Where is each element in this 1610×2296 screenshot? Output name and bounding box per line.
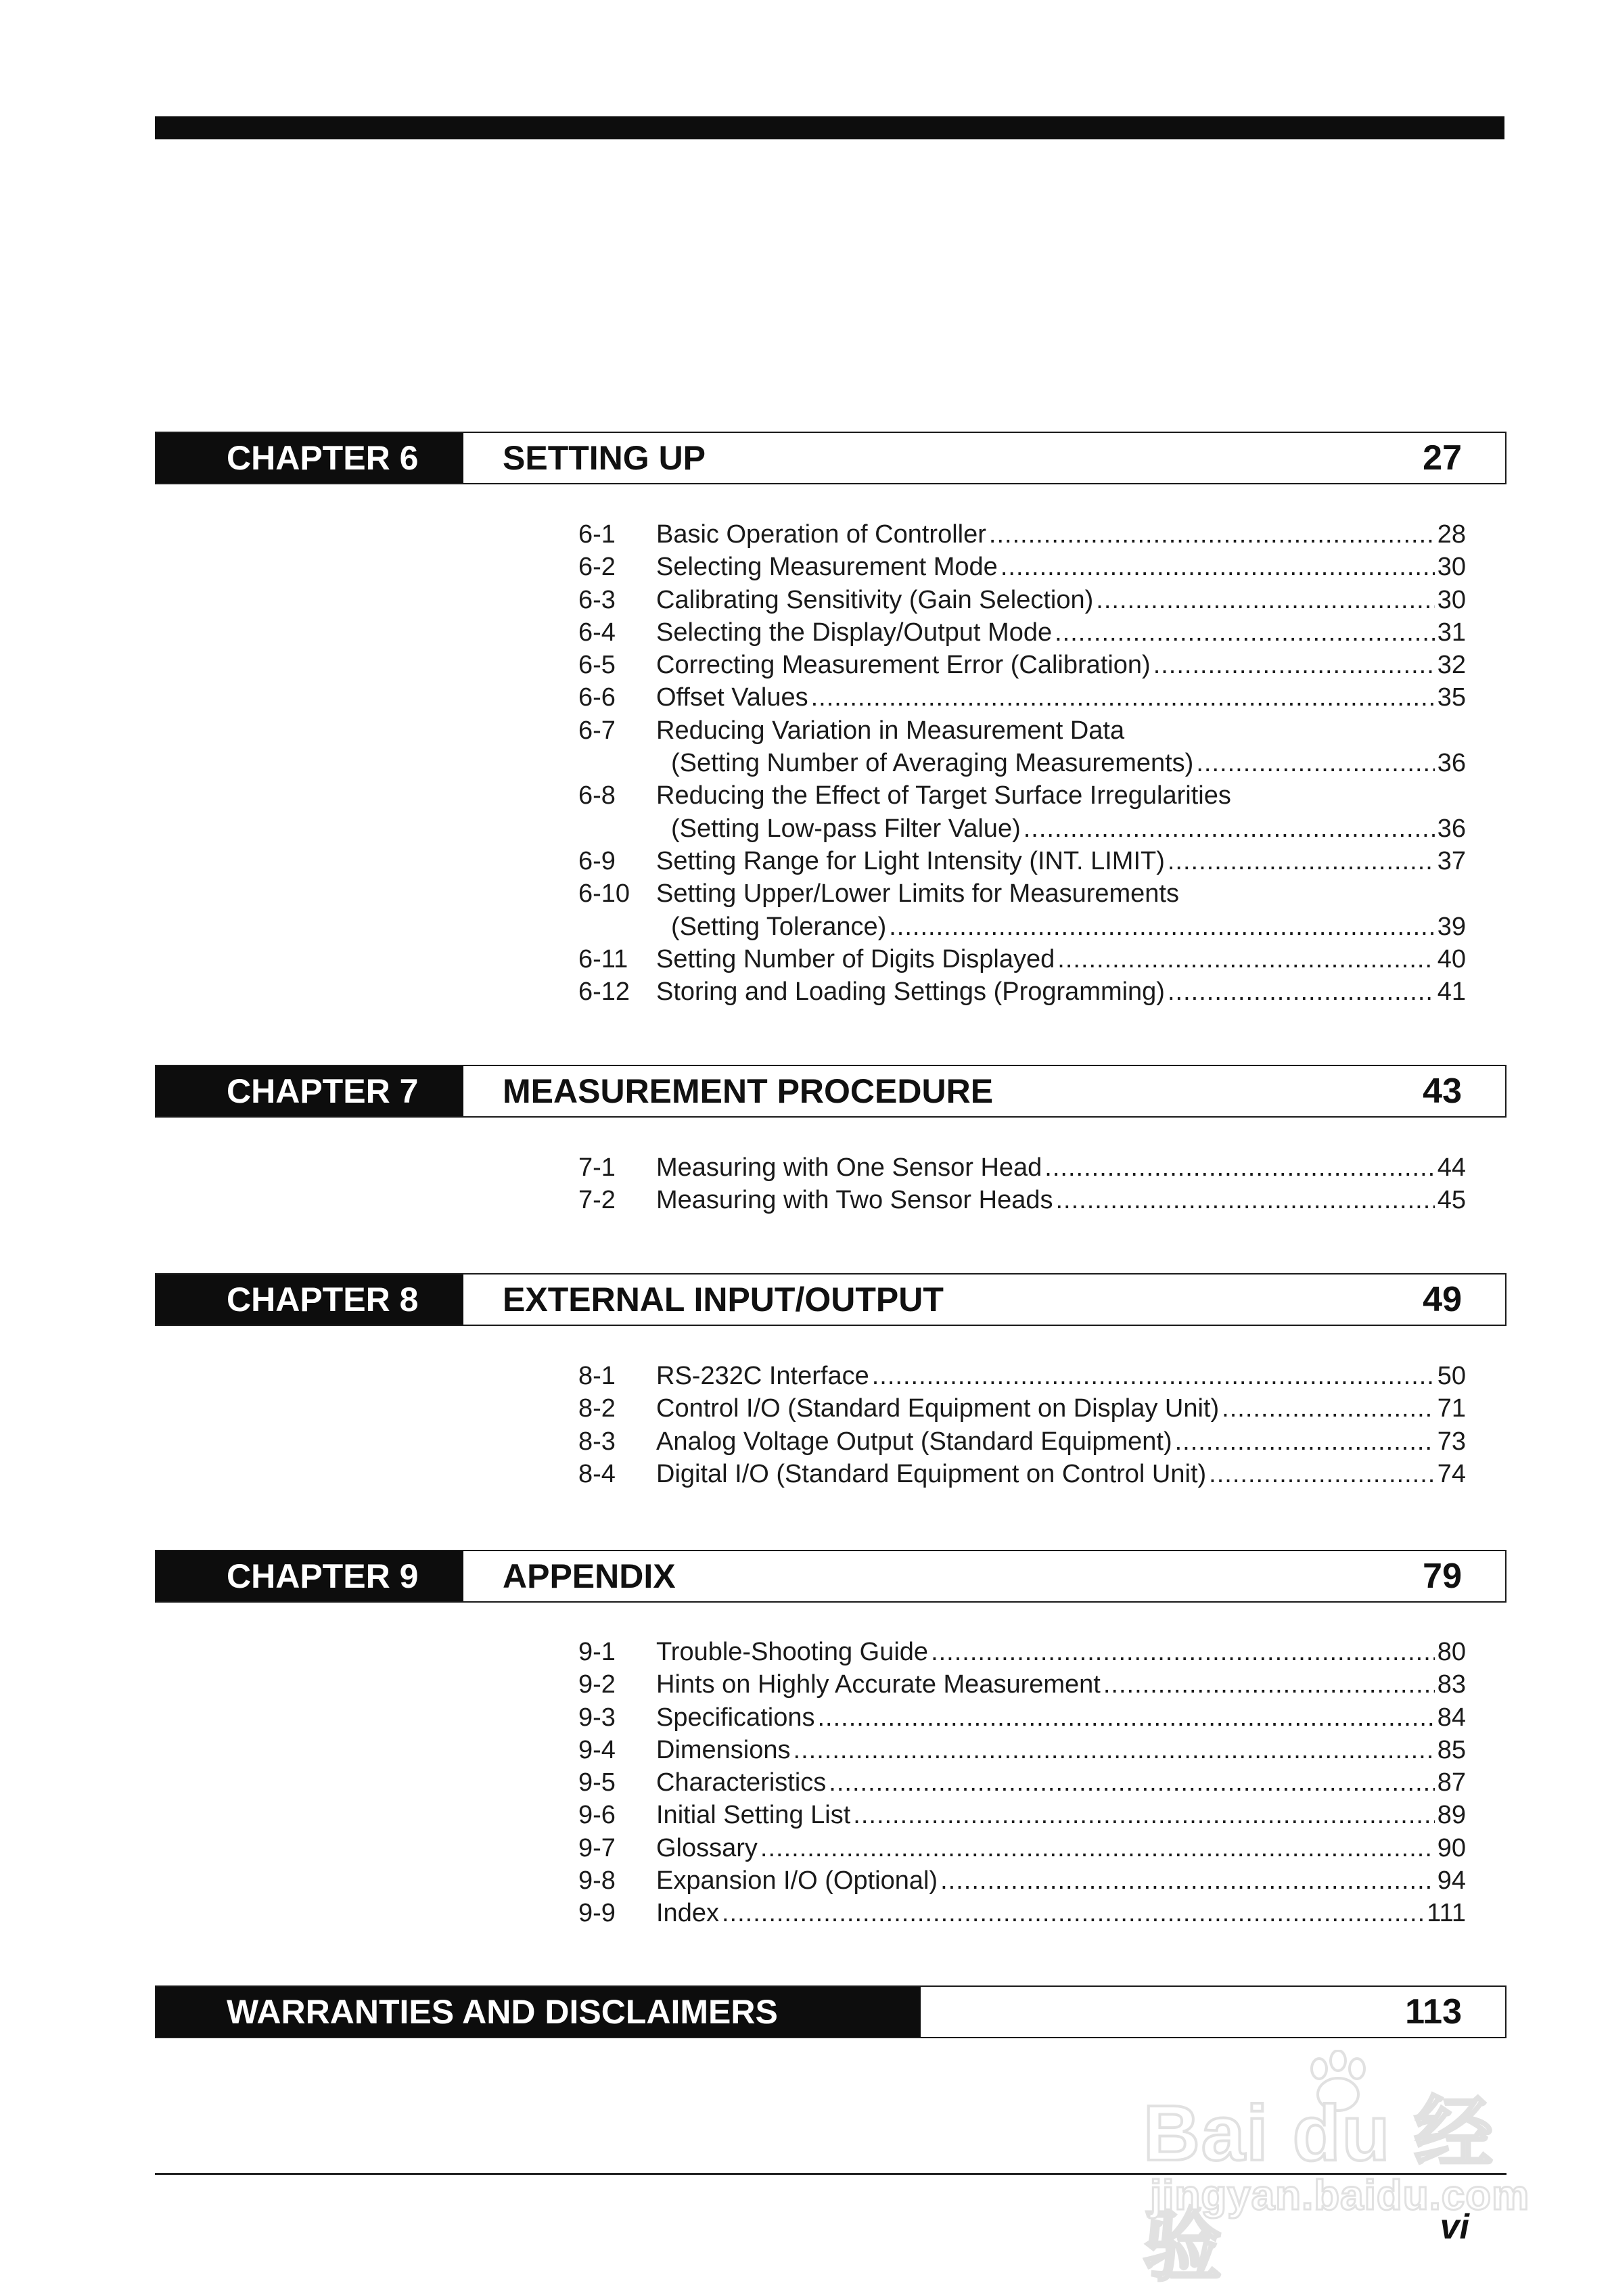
entry-page: 94 [1437, 1866, 1466, 1896]
toc-entry[interactable] [578, 551, 1466, 583]
entry-number: 9-6 [578, 1801, 616, 1830]
entry-title: Setting Number of Digits Displayed [656, 944, 1055, 973]
page-number: vi [1440, 2207, 1469, 2247]
entry-title: Analog Voltage Output (Standard Equipment) [656, 1427, 1172, 1456]
toc-entry[interactable] [578, 1668, 1466, 1701]
entry-page: 36 [1437, 814, 1466, 843]
entry-page: 30 [1437, 553, 1466, 582]
chapter-6-entries [578, 518, 1466, 1008]
entry-number: 7-1 [578, 1153, 616, 1182]
entry-title: Selecting Measurement Mode [656, 553, 998, 582]
toc-entry[interactable] [578, 584, 1466, 616]
entry-title: (Setting Number of Averaging Measurements) [671, 749, 1194, 778]
chapter-label: CHAPTER 8 [156, 1275, 463, 1325]
dot-leader [1222, 1392, 1435, 1425]
dot-leader [853, 1799, 1434, 1831]
entry-title: Setting Upper/Lower Limits for Measurements [656, 879, 1179, 909]
entry-page: 85 [1437, 1735, 1466, 1764]
dot-leader [989, 518, 1435, 551]
dot-leader [872, 1360, 1435, 1392]
dot-leader [811, 681, 1435, 714]
entry-number: 9-4 [578, 1735, 616, 1764]
chapter-8-entries [578, 1360, 1466, 1490]
entry-title: Offset Values [656, 683, 808, 712]
entry-title: Trouble-Shooting Guide [656, 1638, 929, 1666]
entry-title: Dimensions [656, 1735, 791, 1764]
chapter-7-entries [578, 1151, 1466, 1217]
toc-entry[interactable] [578, 1864, 1466, 1897]
entry-page: 89 [1437, 1801, 1466, 1830]
warranties-label: WARRANTIES AND DISCLAIMERS [156, 1987, 921, 2037]
dot-leader [1209, 1458, 1435, 1490]
entry-title: Selecting the Display/Output Mode [656, 618, 1053, 647]
entry-title: Control I/O (Standard Equipment on Display Unit) [656, 1394, 1220, 1423]
entry-title: (Setting Tolerance) [671, 912, 887, 941]
chapter-9-entries [578, 1636, 1466, 1930]
toc-entry[interactable] [578, 714, 1466, 747]
entry-title: (Setting Low-pass Filter Value) [671, 814, 1021, 843]
chapter-page: 49 [1423, 1280, 1462, 1319]
entry-number: 6-5 [578, 651, 616, 680]
toc-entry[interactable] [578, 747, 1466, 779]
entry-page: 111 [1427, 1899, 1466, 1928]
toc-entry[interactable] [578, 812, 1466, 845]
entry-page: 71 [1437, 1394, 1466, 1423]
entry-title: Specifications [656, 1703, 815, 1732]
toc-entry[interactable] [578, 1734, 1466, 1766]
toc-entry[interactable] [578, 1151, 1466, 1184]
entry-title: Basic Operation of Controller [656, 520, 986, 549]
entry-title: Index [656, 1899, 719, 1928]
toc-entry[interactable] [578, 518, 1466, 551]
toc-entry[interactable] [578, 616, 1466, 649]
entry-page: 73 [1437, 1427, 1466, 1456]
toc-entry[interactable] [578, 1458, 1466, 1490]
toc-entry[interactable] [578, 1799, 1466, 1831]
entry-number: 8-3 [578, 1427, 616, 1456]
entry-page: 83 [1437, 1670, 1466, 1699]
dot-leader [829, 1766, 1434, 1799]
toc-entry[interactable] [578, 779, 1466, 812]
dot-leader [940, 1864, 1435, 1897]
toc-entry[interactable] [578, 1701, 1466, 1734]
dot-leader [1001, 551, 1435, 583]
dot-leader [794, 1734, 1435, 1766]
toc-entry[interactable] [578, 911, 1466, 943]
entry-page: 35 [1437, 683, 1466, 712]
dot-leader [1103, 1668, 1435, 1701]
chapter-title: SETTING UP [503, 439, 706, 477]
entry-page: 74 [1437, 1459, 1466, 1488]
toc-entry[interactable] [578, 1392, 1466, 1425]
entry-number: 9-5 [578, 1768, 616, 1797]
entry-number: 6-7 [578, 716, 616, 745]
entry-page: 90 [1437, 1833, 1466, 1862]
entry-number: 9-8 [578, 1866, 616, 1896]
toc-entry[interactable] [578, 943, 1466, 975]
dot-leader [1024, 812, 1435, 845]
entry-number: 8-1 [578, 1362, 616, 1390]
entry-number: 9-9 [578, 1899, 616, 1928]
entry-title: RS-232C Interface [656, 1362, 869, 1390]
chapter-label: CHAPTER 9 [156, 1551, 463, 1601]
dot-leader [1153, 649, 1435, 681]
entry-number: 6-8 [578, 781, 616, 810]
dot-leader [1044, 1151, 1434, 1184]
entry-title: Calibrating Sensitivity (Gain Selection) [656, 585, 1094, 614]
entry-number: 9-3 [578, 1703, 616, 1732]
watermark-url: jingyan.baidu.com [1150, 2172, 1530, 2219]
entry-number: 8-2 [578, 1394, 616, 1423]
toc-entry[interactable] [578, 1425, 1466, 1458]
entry-title: Characteristics [656, 1768, 827, 1797]
entry-page: 31 [1437, 618, 1466, 647]
entry-page: 87 [1437, 1768, 1466, 1797]
entry-page: 30 [1437, 585, 1466, 614]
entry-page: 32 [1437, 651, 1466, 680]
entry-number: 6-6 [578, 683, 616, 712]
entry-number: 6-11 [578, 944, 628, 973]
entry-number: 6-3 [578, 585, 616, 614]
entry-number: 7-2 [578, 1186, 616, 1215]
entry-title: Correcting Measurement Error (Calibration) [656, 651, 1151, 680]
entry-page: 50 [1437, 1362, 1466, 1390]
entry-page: 36 [1437, 749, 1466, 778]
entry-title: Expansion I/O (Optional) [656, 1866, 938, 1896]
entry-page: 28 [1437, 520, 1466, 549]
dot-leader [1168, 975, 1435, 1008]
entry-page: 44 [1437, 1153, 1466, 1182]
dot-leader [760, 1832, 1435, 1864]
chapter-page: 43 [1423, 1072, 1462, 1111]
entry-number: 9-7 [578, 1833, 616, 1862]
dot-leader [1096, 584, 1434, 616]
chapter-8-header[interactable] [155, 1273, 1506, 1326]
dot-leader [1196, 747, 1434, 779]
toc-entry[interactable] [578, 1360, 1466, 1392]
entry-title: Measuring with One Sensor Head [656, 1153, 1042, 1182]
entry-number: 6-9 [578, 846, 616, 875]
entry-number: 6-2 [578, 553, 616, 582]
entry-page: 45 [1437, 1186, 1466, 1215]
chapter-7-header[interactable] [155, 1065, 1506, 1118]
entry-page: 41 [1437, 978, 1466, 1007]
entry-number: 9-2 [578, 1670, 616, 1699]
entry-title: Storing and Loading Settings (Programming) [656, 978, 1165, 1007]
toc-entry[interactable] [578, 975, 1466, 1008]
chapter-6-header[interactable] [155, 432, 1506, 484]
chapter-title: EXTERNAL INPUT/OUTPUT [503, 1281, 944, 1318]
entry-title: Initial Setting List [656, 1801, 851, 1830]
toc-entry[interactable] [578, 877, 1466, 910]
entry-title: Reducing Variation in Measurement Data [656, 716, 1125, 745]
entry-page: 80 [1437, 1638, 1466, 1666]
dot-leader [722, 1897, 1424, 1929]
chapter-page: 27 [1423, 438, 1462, 478]
entry-page: 39 [1437, 912, 1466, 941]
warranties-header[interactable] [155, 1985, 1506, 2038]
dot-leader [889, 911, 1434, 943]
entry-page: 40 [1437, 944, 1466, 973]
dot-leader [1055, 616, 1435, 649]
entry-number: 6-12 [578, 978, 630, 1007]
top-rule [155, 116, 1504, 139]
toc-entry[interactable] [578, 681, 1466, 714]
entry-title: Reducing the Effect of Target Surface Irregularities [656, 781, 1231, 810]
entry-title: Hints on Highly Accurate Measurement [656, 1670, 1101, 1699]
dot-leader [931, 1636, 1435, 1668]
dot-leader [1168, 845, 1435, 877]
entry-number: 6-10 [578, 879, 630, 909]
toc-entry[interactable] [578, 1184, 1466, 1216]
watermark-main: Bai du 经验 [1143, 2089, 1494, 2290]
toc-entry[interactable] [578, 1832, 1466, 1864]
chapter-title: MEASUREMENT PROCEDURE [503, 1072, 994, 1110]
dot-leader [1055, 1184, 1434, 1216]
chapter-label: CHAPTER 7 [156, 1066, 463, 1116]
toc-entry[interactable] [578, 1766, 1466, 1799]
entry-page: 84 [1437, 1703, 1466, 1732]
chapter-title: APPENDIX [503, 1557, 676, 1595]
toc-entry[interactable] [578, 649, 1466, 681]
chapter-label: CHAPTER 6 [156, 433, 463, 483]
dot-leader [1175, 1425, 1435, 1458]
entry-number: 9-1 [578, 1638, 616, 1666]
entry-page: 37 [1437, 846, 1466, 875]
toc-entry[interactable] [578, 1636, 1466, 1668]
entry-title: Glossary [656, 1833, 758, 1862]
entry-title: Digital I/O (Standard Equipment on Control Unit) [656, 1459, 1207, 1488]
warranties-page: 113 [1405, 1992, 1462, 2031]
toc-entry[interactable] [578, 845, 1466, 877]
chapter-page: 79 [1423, 1557, 1462, 1596]
dot-leader [1057, 943, 1434, 975]
entry-number: 8-4 [578, 1459, 616, 1488]
dot-leader [817, 1701, 1434, 1734]
entry-title: Setting Range for Light Intensity (INT. LIMIT) [656, 846, 1165, 875]
toc-entry[interactable] [578, 1897, 1466, 1929]
entry-number: 6-4 [578, 618, 616, 647]
entry-title: Measuring with Two Sensor Heads [656, 1186, 1053, 1215]
chapter-9-header[interactable] [155, 1550, 1506, 1603]
entry-number: 6-1 [578, 520, 616, 549]
